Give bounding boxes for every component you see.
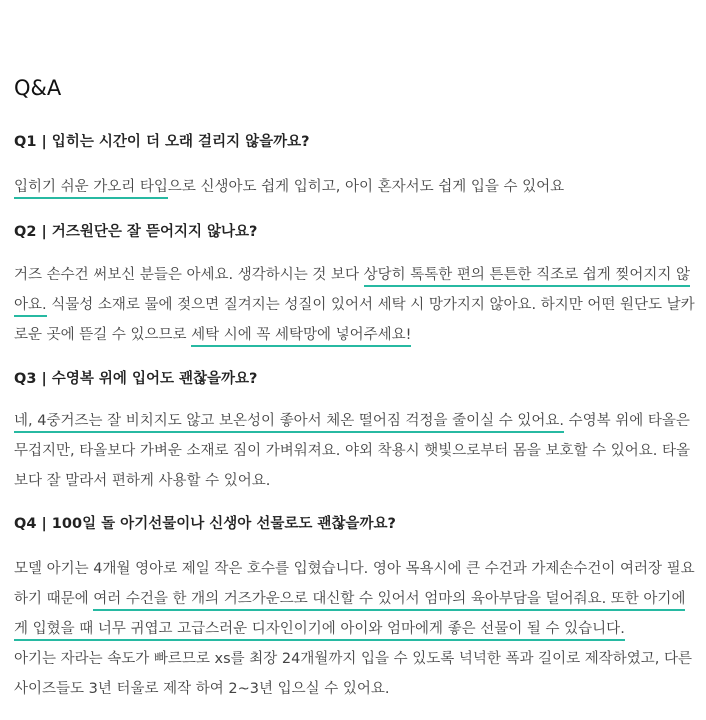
question-1: Q1 | 입히는 시간이 더 오래 걸리지 않을까요? xyxy=(14,134,310,150)
highlighted-text: 상당히 톡톡한 편의 튼튼한 직조로 쉽게 찢어지지 않아요. xyxy=(14,267,690,317)
question-3: Q3 | 수영복 위에 입어도 괜찮을까요? xyxy=(14,371,258,387)
answer-1 xyxy=(14,172,698,202)
answer-text: 아기는 자라는 속도가 빠르므로 xs를 최장 24개월까지 입을 수 있도록 넉넉한 폭과 길이로 제작하였고, 다른 사이즈들도 3년 터울로 제작 하여 2~3년 입으실 수 있어요. xyxy=(14,651,693,697)
answer-4 xyxy=(14,554,698,704)
question-2: Q2 | 거즈원단은 잘 뜯어지지 않나요? xyxy=(14,224,258,240)
highlighted-text: 여러 수건을 한 개의 거즈가운으로 대신할 수 있어서 엄마의 육아부담을 덜어줘요. 또한 아기에게 입혔을 때 너무 귀엽고 고급스러운 디자인이기에 아이와 엄마에게 좋은 선물이 될 수 있습니다. xyxy=(14,591,685,641)
answer-text: 모델 아기는 4개월 영아로 제일 작은 호수를 입혔습니다. 영아 목욕시에 큰 수건과 가제손수건이 여러장 필요하기 때문에 xyxy=(14,561,695,607)
highlighted-text: 세탁 시에 꼭 세탁망에 넣어주세요! xyxy=(191,327,411,347)
answer-text: 으로 신생아도 쉽게 입히고, 아이 혼자서도 쉽게 입을 수 있어요 xyxy=(167,179,565,195)
answer-text: 수영복 위에 타올은 무겁지만, 타올보다 가벼운 소재로 짐이 가벼워져요. 야외 착용시 햇빛으로부터 몸을 보호할 수 있어요. 타올보다 잘 말라서 편하게 사용할 수 있어요. xyxy=(14,413,691,489)
highlighted-text: 네, 4중거즈는 잘 비치지도 않고 보온성이 좋아서 체온 떨어짐 걱정을 줄이실 수 있어요. xyxy=(14,413,564,433)
highlighted-text: 입히기 쉬운 가오리 타입 xyxy=(14,179,168,199)
answer-3 xyxy=(14,406,698,496)
answer-text: 거즈 손수건 써보신 분들은 아세요. 생각하시는 것 보다 xyxy=(14,267,364,283)
question-4: Q4 | 100일 돌 아기선물이나 신생아 선물로도 괜찮을까요? xyxy=(14,516,396,532)
answer-2 xyxy=(14,260,698,350)
answer-text: 식물성 소재로 물에 젖으면 질겨지는 성질이 있어서 세탁 시 망가지지 않아요. 하지만 어떤 원단도 날카로운 곳에 뜯길 수 있으므로 xyxy=(14,297,695,343)
page-title: Q&A xyxy=(14,76,62,100)
